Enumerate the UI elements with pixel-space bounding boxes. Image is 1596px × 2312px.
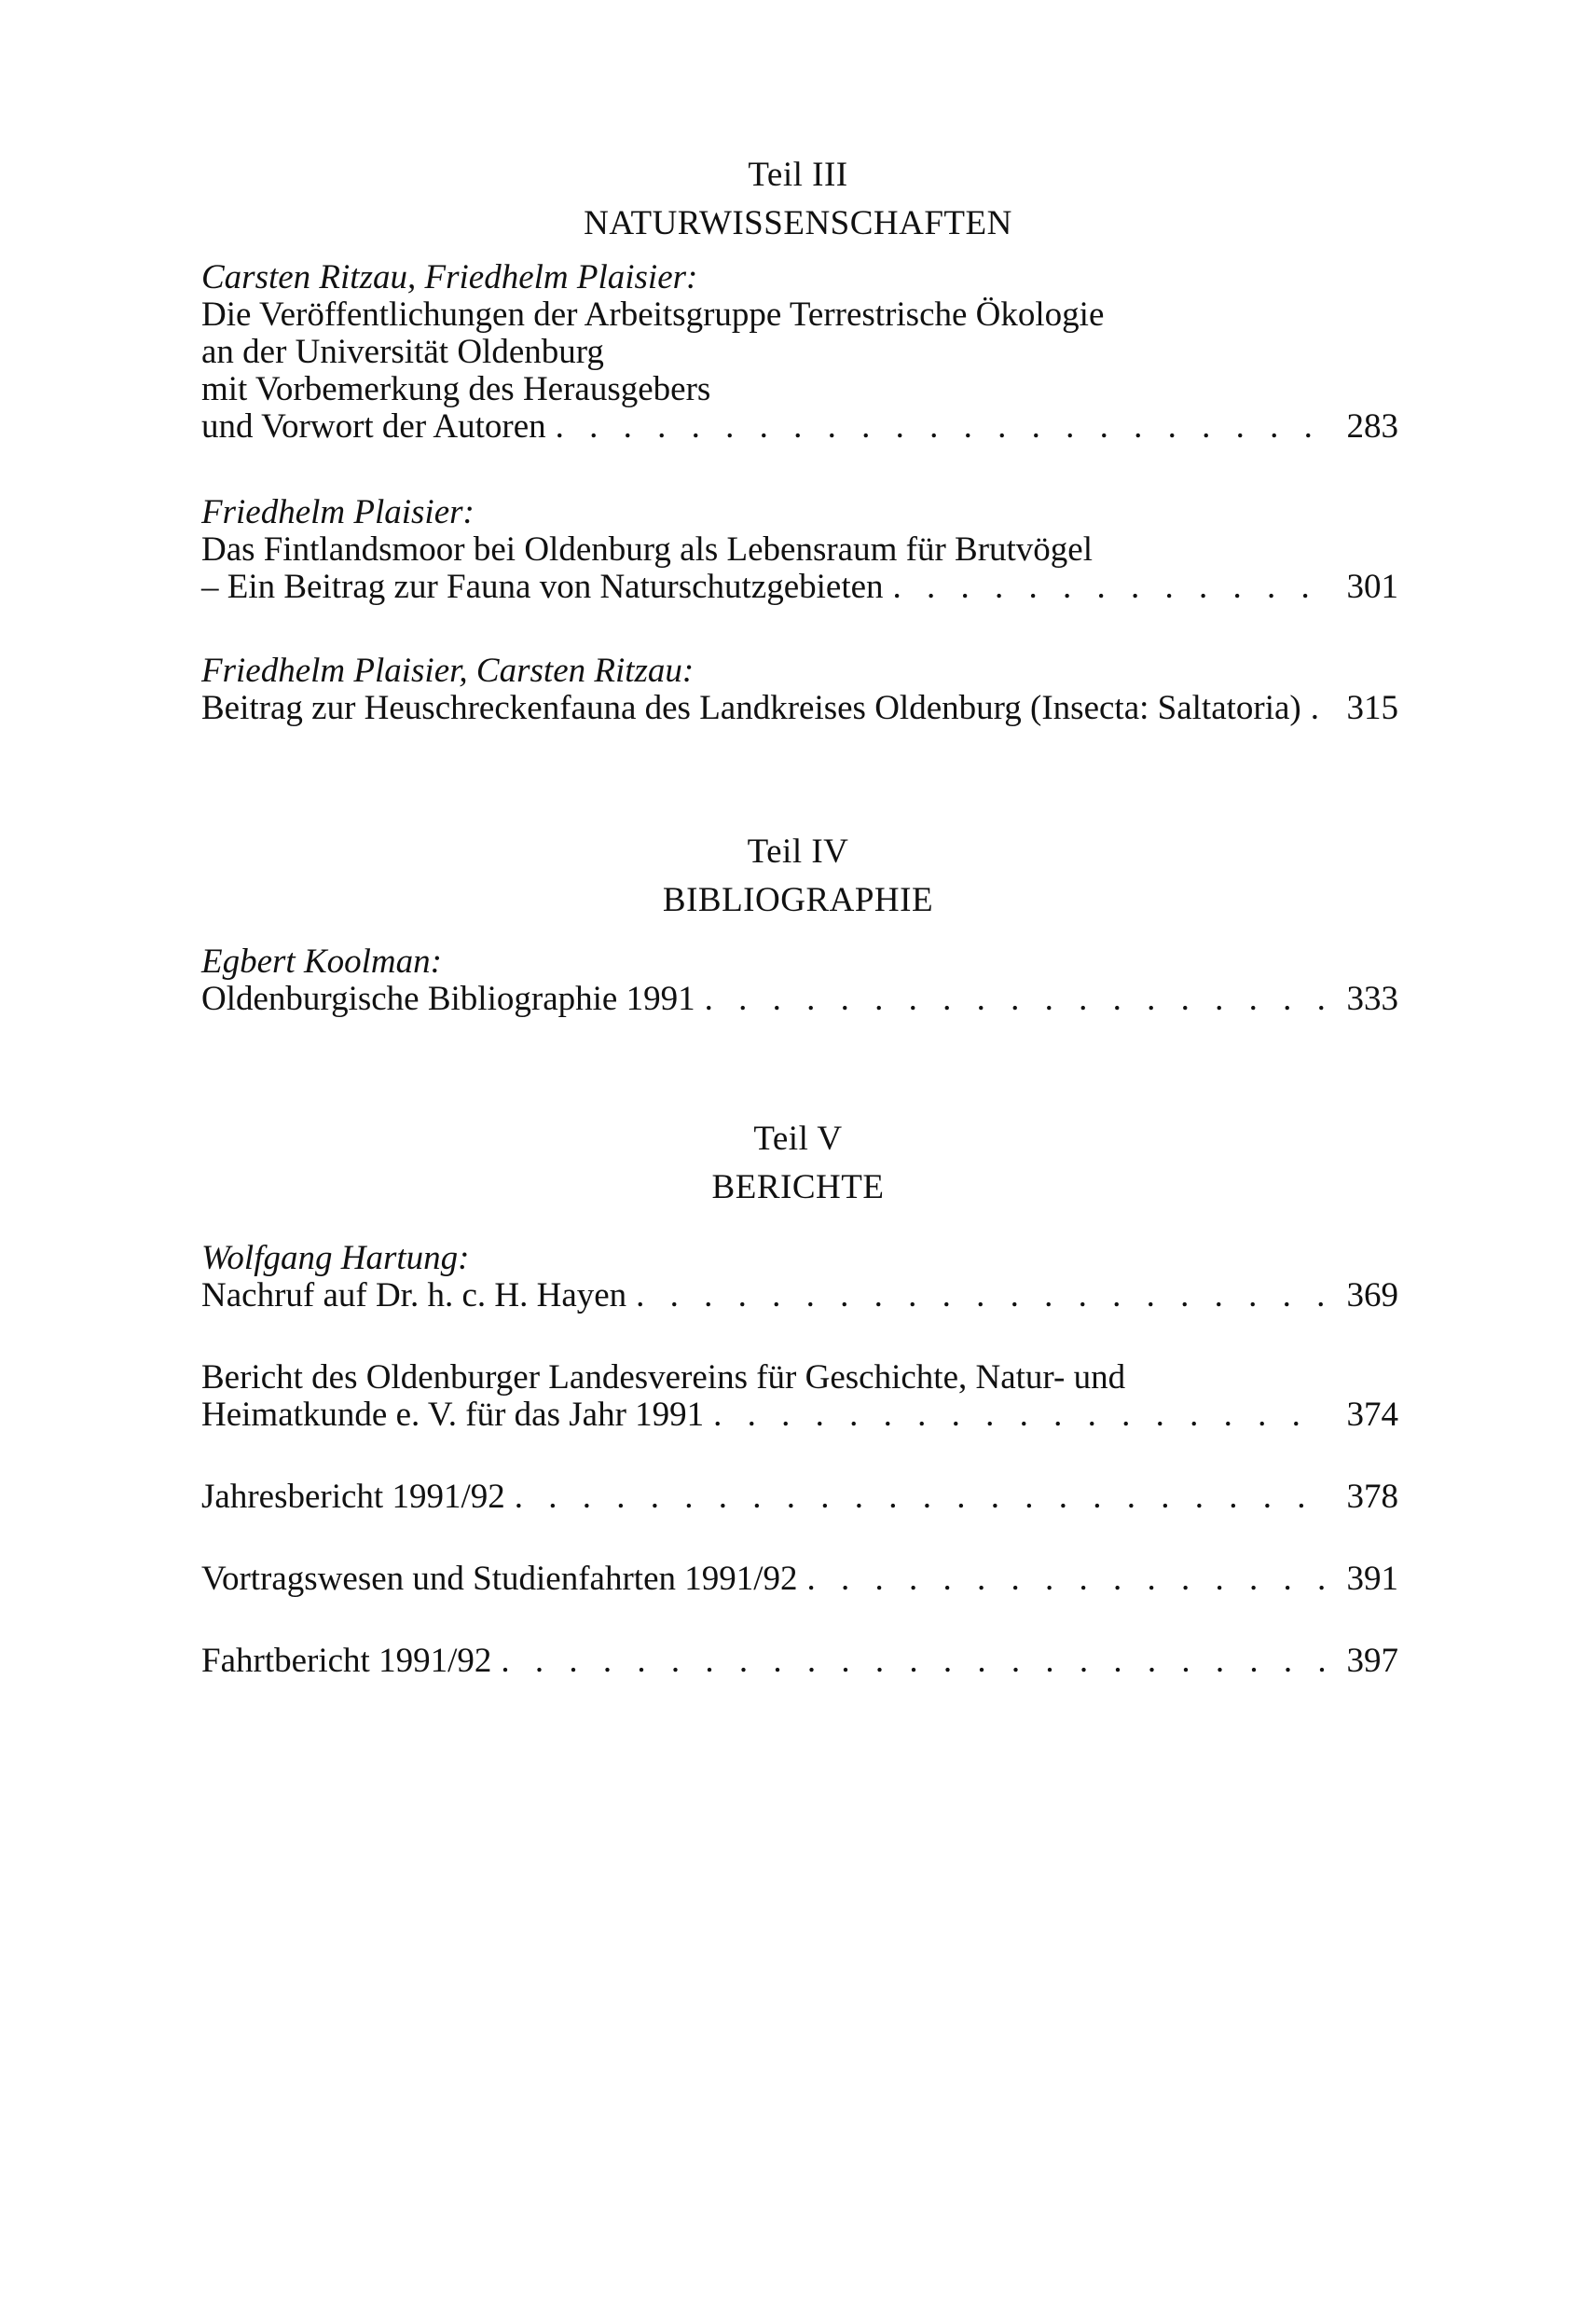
part5-heading: [0, 1115, 1596, 1212]
entry-author: Carsten Ritzau, Friedhelm Plaisier:: [201, 258, 698, 296]
page-number: 369: [1346, 1276, 1398, 1314]
entry-title-last-line: [201, 569, 1398, 606]
page-number: 374: [1346, 1396, 1398, 1434]
part4-label: Teil IV: [747, 833, 849, 871]
part3-label: Teil III: [748, 156, 848, 194]
toc-entry-fahrtbericht[interactable]: [201, 1643, 1398, 1680]
dot-leader: [713, 1397, 1324, 1434]
dot-leader: [893, 569, 1324, 606]
entry-title-last-line: [201, 1561, 1398, 1598]
entry-title-last-line: [201, 690, 1398, 727]
dot-leader: [501, 1643, 1324, 1680]
entry-title-last-line: [201, 1397, 1398, 1434]
dot-leader: [515, 1479, 1324, 1516]
toc-entry-plaisier-ritzau-heuschrecken[interactable]: [201, 653, 1398, 727]
entry-title-last-line: [201, 1479, 1398, 1516]
entry-title-line: Bericht des Oldenburger Landesvereins für Geschichte, Natur- und: [201, 1358, 1126, 1397]
entry-title-line: Die Veröffentlichungen der Arbeitsgruppe Terrestrische Ökologie: [201, 296, 1105, 334]
toc-entry-landesverein-bericht[interactable]: [201, 1359, 1398, 1434]
entry-title-last-line: [201, 1277, 1398, 1314]
dot-leader: [1311, 690, 1324, 727]
entry-author: Friedhelm Plaisier:: [201, 493, 475, 531]
dot-leader: [705, 981, 1324, 1018]
part3-heading: [0, 151, 1596, 248]
entry-title-text: – Ein Beitrag zur Fauna von Naturschutzgebieten: [201, 568, 884, 606]
entry-title-line: mit Vorbemerkung des Herausgebers: [201, 370, 711, 408]
page-number: 283: [1346, 407, 1398, 446]
entry-title-line: an der Universität Oldenburg: [201, 333, 604, 371]
part4-title: BIBLIOGRAPHIE: [662, 881, 934, 919]
page-number: 397: [1346, 1642, 1398, 1680]
entry-title-text: Jahresbericht 1991/92: [201, 1478, 505, 1516]
entry-title-text: Oldenburgische Bibliographie 1991: [201, 980, 695, 1018]
entry-author: Wolfgang Hartung:: [201, 1239, 470, 1277]
entry-title-text: Vortragswesen und Studienfahrten 1991/92: [201, 1560, 798, 1598]
entry-title-last-line: [201, 981, 1398, 1018]
part3-title: NATURWISSENSCHAFTEN: [584, 204, 1012, 242]
toc-entry-plaisier-fintlandsmoor[interactable]: [201, 494, 1398, 606]
entry-title-last-line: [201, 1643, 1398, 1680]
entry-title-text: Fahrtbericht 1991/92: [201, 1642, 492, 1680]
toc-entry-ritzau-plaisier[interactable]: [201, 259, 1398, 446]
entry-title-line: Das Fintlandsmoor bei Oldenburg als Lebensraum für Brutvögel: [201, 530, 1094, 569]
page-number: 378: [1346, 1478, 1398, 1516]
dot-leader: [807, 1561, 1324, 1598]
toc-entry-koolman-bibliographie[interactable]: [201, 943, 1398, 1018]
toc-entry-jahresbericht[interactable]: [201, 1479, 1398, 1516]
toc-entry-hartung-nachruf[interactable]: [201, 1240, 1398, 1314]
dot-leader: [636, 1277, 1324, 1314]
part4-heading: [0, 828, 1596, 925]
page-number: 315: [1346, 689, 1398, 727]
toc-entry-vortragswesen[interactable]: [201, 1561, 1398, 1598]
part5-title: BERICHTE: [711, 1168, 885, 1206]
page-number: 391: [1346, 1560, 1398, 1598]
part5-label: Teil V: [753, 1120, 843, 1158]
entry-title-text: Heimatkunde e. V. für das Jahr 1991: [201, 1396, 705, 1434]
dot-leader: [556, 408, 1324, 446]
entry-author: Friedhelm Plaisier, Carsten Ritzau:: [201, 652, 695, 690]
entry-title-text: und Vorwort der Autoren: [201, 407, 546, 446]
entry-title-text: Beitrag zur Heuschreckenfauna des Landkreises Oldenburg (Insecta: Saltatoria): [201, 689, 1301, 727]
entry-author: Egbert Koolman:: [201, 943, 442, 981]
page-number: 333: [1346, 980, 1398, 1018]
entry-title-last-line: [201, 408, 1398, 446]
page-number: 301: [1346, 568, 1398, 606]
entry-title-text: Nachruf auf Dr. h. c. H. Hayen: [201, 1276, 627, 1314]
